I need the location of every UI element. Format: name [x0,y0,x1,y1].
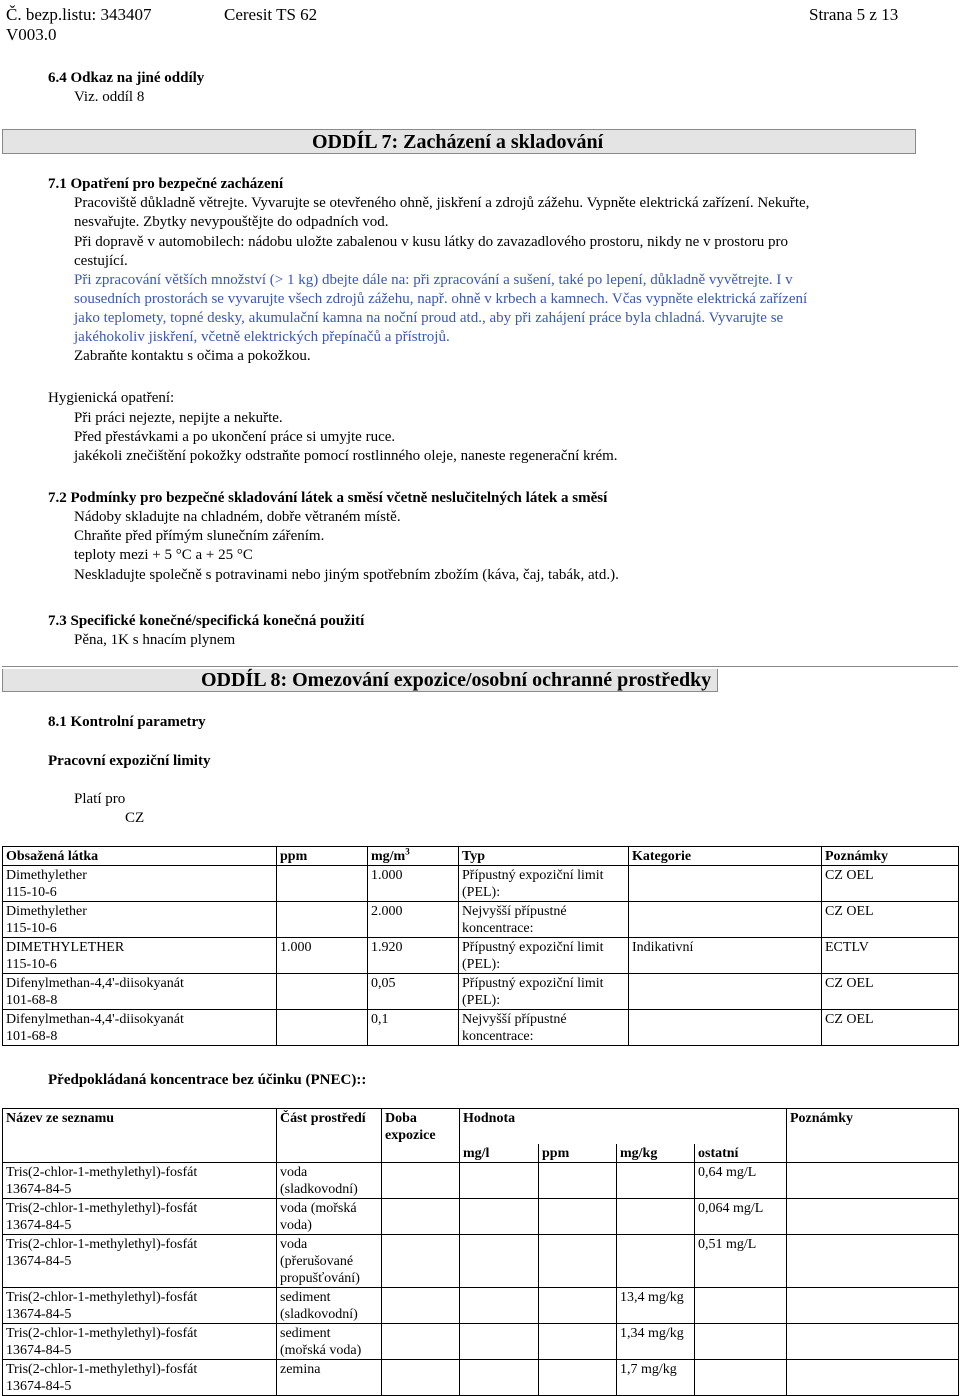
pnec-table [2,1108,959,1396]
header-cell: Část prostředí [277,1109,382,1163]
text-line: Při práci nejezte, nepijte a nekuřte. [74,410,283,426]
text-line-blue: jakéhokoliv jiskření, včetně elektrických přepínačů a přístrojů. [74,329,450,345]
text-line: Při dopravě v automobilech: nádobu uložte zabalenou v kusu látky do zavazadlového prostoru, nikdy ne v prostoru pro [74,234,788,250]
subsection-7-3-title: 7.3 Specifické konečné/specifická konečná použití [48,613,365,629]
substance-name: Tris(2-chlor-1-methylethyl)-fosfát [6,1326,198,1341]
table-header-row [3,847,959,866]
pnec-title: Předpokládaná koncentrace bez účinku (PNEC):: [48,1072,367,1088]
text-line: Zabraňte kontaktu s očima a pokožkou. [74,348,311,364]
type-text: Nejvyšší přípustné [462,1012,567,1027]
table-row [3,866,959,902]
header-cell: Obsažená látka [3,847,277,866]
text-line-blue: jako teplomety, topné desky, akumulační kamna na noční proud atd., aby při zahájení práce byla chladná. Vyvarujte se [74,310,784,326]
substance-name: Tris(2-chlor-1-methylethyl)-fosfát [6,1290,198,1305]
header-cell: Poznámky [787,1109,959,1163]
ppm-cell: 1.000 [277,938,368,974]
text-line: Pracoviště důkladně větrejte. Vyvarujte se otevřeného ohně, jiskření a zdrojů zážehu. Vypněte elektrická zařízení. Nekuřte, [74,195,810,211]
mgkg-cell [617,1199,695,1235]
mgl-cell [460,1324,539,1360]
limits-title: Pracovní expoziční limity [48,753,211,769]
header-cell: Název ze seznamu [3,1109,277,1163]
subheader-cell: ppm [539,1144,617,1163]
cas-number: 13674-84-5 [6,1182,72,1197]
table-header-row [3,1109,959,1145]
subsection-8-1-title: 8.1 Kontrolní parametry [48,714,206,730]
superscript: 3 [405,846,410,857]
substance-name: DIMETHYLETHER [6,940,125,955]
table-row [3,1360,959,1396]
cas-number: 13674-84-5 [6,1307,72,1322]
substance-name: Dimethylether [6,868,87,883]
header-cell: ppm [277,847,368,866]
substance-name: Tris(2-chlor-1-methylethyl)-fosfát [6,1165,198,1180]
text-line: Pěna, 1K s hnacím plynem [74,632,236,648]
compartment: voda) [280,1218,312,1233]
cas-number: 101-68-8 [6,993,58,1008]
product-name: Ceresit TS 62 [224,5,318,24]
exposure-limits-table [2,846,959,1046]
type-text: Nejvyšší přípustné [462,904,567,919]
header-cell: Hodnota [460,1109,787,1145]
text-line: Nádoby skladujte na chladném, dobře větraném místě. [74,509,401,525]
cas-number: 13674-84-5 [6,1379,72,1394]
type-text: Přípustný expoziční limit [462,868,604,883]
type-text: (PEL): [462,957,501,972]
mgkg-cell [617,1163,695,1199]
compartment: sediment [280,1326,331,1341]
text-line: Před přestávkami a po ukončení práce si umyjte ruce. [74,429,396,445]
ppm-cell [539,1235,617,1288]
header-cell: Typ [459,847,629,866]
other-cell: 0,51 mg/L [695,1235,787,1288]
cas-number: 115-10-6 [6,957,57,972]
substance-name: Tris(2-chlor-1-methylethyl)-fosfát [6,1201,198,1216]
table-row [3,1199,959,1235]
mgl-cell [460,1199,539,1235]
cas-number: 115-10-6 [6,921,57,936]
mgkg-cell: 13,4 mg/kg [617,1288,695,1324]
mgl-cell [460,1235,539,1288]
subsection-7-1-title: 7.1 Opatření pro bezpečné zacházení [48,176,284,192]
version: V003.0 [6,25,57,44]
compartment: (mořská voda) [280,1343,362,1358]
table-row [3,1010,959,1046]
page-number: Strana 5 z 13 [809,5,899,24]
mg-cell: 2.000 [368,902,459,938]
header-cell: Doba expozice [382,1109,460,1163]
table-row [3,974,959,1010]
ppm-cell [539,1199,617,1235]
subheader-cell: ostatní [695,1144,787,1163]
subsection-7-2-title: 7.2 Podmínky pro bezpečné skladování látek a směsí včetně neslučitelných látek a směsí [48,490,608,506]
mg-cell: 0,05 [368,974,459,1010]
type-text: (PEL): [462,993,501,1008]
substance-name: Tris(2-chlor-1-methylethyl)-fosfát [6,1237,198,1252]
subheader-cell: mg/kg [617,1144,695,1163]
cas-number: 115-10-6 [6,885,57,900]
cas-number: 13674-84-5 [6,1343,72,1358]
compartment: (sladkovodní) [280,1182,358,1197]
text-line: nesvařujte. Zbytky nevypouštějte do odpadních vod. [74,214,389,230]
other-cell: 0,64 mg/L [695,1163,787,1199]
sheet-number: Č. bezp.listu: 343407 [6,5,152,24]
table-row [3,938,959,974]
type-text: Přípustný expoziční limit [462,976,604,991]
type-text: koncentrace: [462,1029,534,1044]
subheader-cell: mg/l [460,1144,539,1163]
notes-cell: CZ OEL [822,974,959,1010]
valid-for-label: Platí pro [74,791,126,807]
type-text: Přípustný expoziční limit [462,940,604,955]
notes-cell: ECTLV [822,938,959,974]
table-row [3,1288,959,1324]
text-line-blue: sousedních prostorách se vyvarujte všech zdrojů zážehu, např. ohně v krbech a kamnech. Včas vypněte elektrická zařízení [74,291,808,307]
ppm-cell [539,1163,617,1199]
type-text: (PEL): [462,885,501,900]
section-7-heading: ODDÍL 7: Zacházení a skladování [2,129,916,154]
category-cell [629,974,822,1010]
substance-name: Difenylmethan-4,4'-diisokyanát [6,976,184,991]
table-row [3,1324,959,1360]
compartment: zemina [280,1362,321,1377]
category-cell: Indikativní [629,938,822,974]
hygiene-title: Hygienická opatření: [48,390,175,406]
header-cell: $mg/m^3$ [368,847,459,866]
ppm-cell [539,1360,617,1396]
mg-cell: 1.000 [368,866,459,902]
category-cell [629,866,822,902]
other-cell [695,1360,787,1396]
other-cell [695,1324,787,1360]
compartment: voda [280,1165,308,1180]
ppm-cell [277,974,368,1010]
header-cell: Kategorie [629,847,822,866]
text-line: jakékoli znečištění pokožky odstraňte pomocí rostlinného oleje, naneste regenerační krém. [74,448,618,464]
mgkg-cell [617,1235,695,1288]
category-cell [629,1010,822,1046]
text-line-blue: Při zpracování větších množství (> 1 kg) dbejte dále na: při zpracování a sušení, také po lepení, důkladně vyvětrejte. I v [74,272,793,288]
other-cell: 0,064 mg/L [695,1199,787,1235]
table-row [3,1235,959,1288]
cas-number: 13674-84-5 [6,1218,72,1233]
mgl-cell [460,1163,539,1199]
other-cell [695,1288,787,1324]
compartment: voda [280,1237,308,1252]
notes-cell: CZ OEL [822,1010,959,1046]
text-line: Neskladujte společně s potravinami nebo jiným spotřebním zbožím (káva, čaj, tabák, atd.). [74,567,619,583]
notes-cell: CZ OEL [822,902,959,938]
mgl-cell [460,1288,539,1324]
subsection-6-4-text: Viz. oddíl 8 [74,89,145,105]
divider [2,666,958,667]
ppm-cell [277,902,368,938]
notes-cell: CZ OEL [822,866,959,902]
country-code: CZ [125,810,145,826]
substance-name: Difenylmethan-4,4'-diisokyanát [6,1012,184,1027]
ppm-cell [277,1010,368,1046]
section-8-heading: ODDÍL 8: Omezování expozice/osobní ochranné prostředky [2,669,718,692]
header-cell: Poznámky [822,847,959,866]
cas-number: 101-68-8 [6,1029,58,1044]
subsection-6-4-title: 6.4 Odkaz na jiné oddíly [48,70,205,86]
mg-cell: 0,1 [368,1010,459,1046]
ppm-cell [539,1288,617,1324]
type-text: koncentrace: [462,921,534,936]
ppm-cell [539,1324,617,1360]
substance-name: Tris(2-chlor-1-methylethyl)-fosfát [6,1362,198,1377]
compartment: propušťování) [280,1271,360,1286]
mgl-cell [460,1360,539,1396]
substance-name: Dimethylether [6,904,87,919]
text-line: Chraňte před přímým slunečním zářením. [74,528,325,544]
compartment: (přerušované [280,1254,354,1269]
mg-cell: 1.920 [368,938,459,974]
text-line: cestující. [74,253,128,269]
compartment: sediment [280,1290,331,1305]
ppm-cell [277,866,368,902]
mgkg-cell: 1,34 mg/kg [617,1324,695,1360]
table-row [3,1163,959,1199]
category-cell [629,902,822,938]
compartment: (sladkovodní) [280,1307,358,1322]
table-row [3,902,959,938]
mgkg-cell: 1,7 mg/kg [617,1360,695,1396]
text-line: teploty mezi + 5 °C a + 25 °C [74,547,253,563]
cas-number: 13674-84-5 [6,1254,72,1269]
compartment: voda (mořská [280,1201,357,1216]
